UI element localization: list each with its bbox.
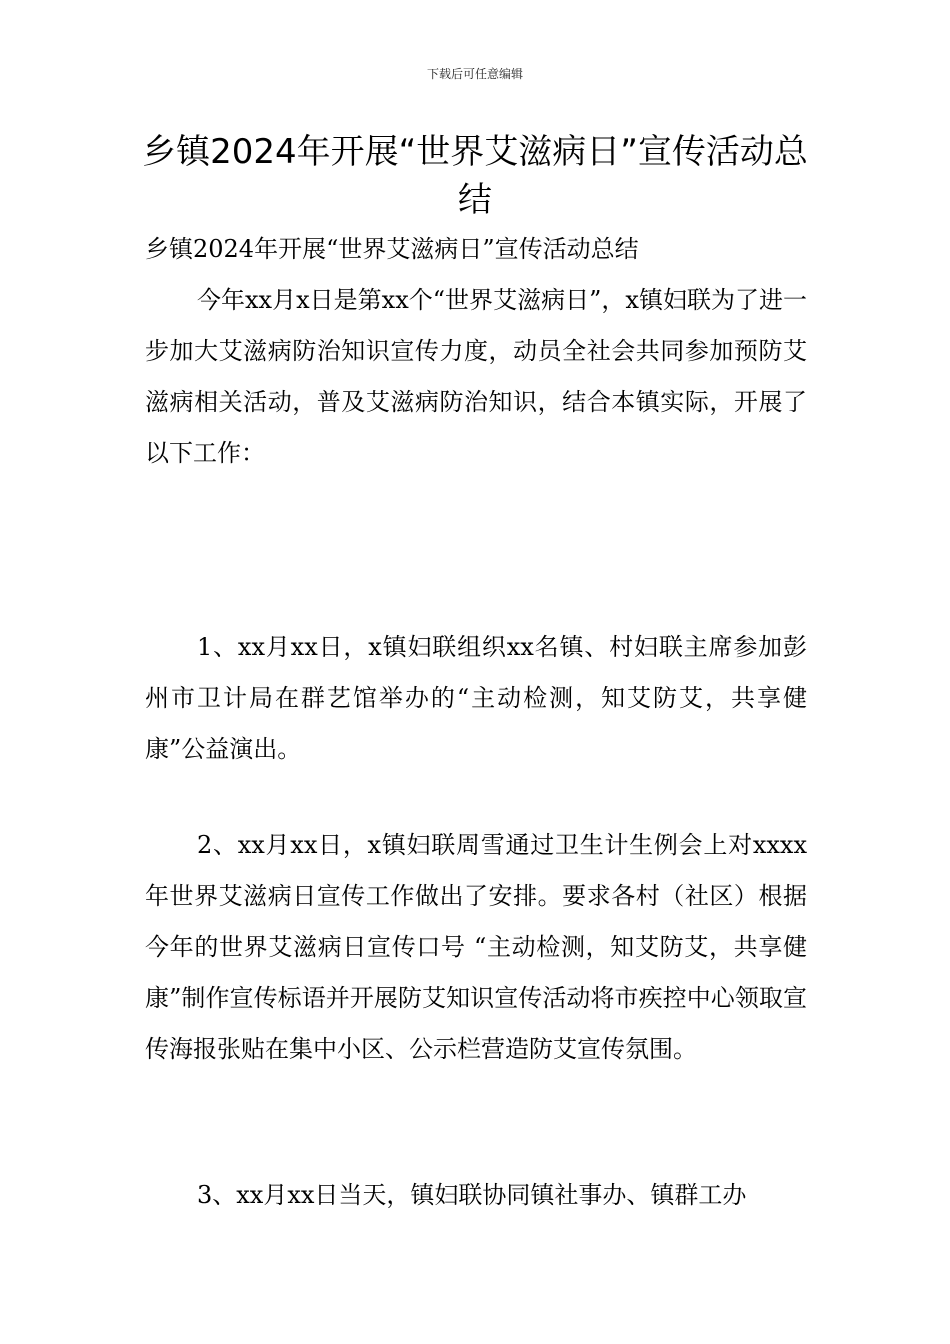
paragraph-item-2: 2、xx月xx日，x镇妇联周雪通过卫生计生例会上对xxxx年世界艾滋病日宣传工作做出了安排。要求各村（社区）根据今年的世界艾滋病日宣传口号 “主动检测，知艾防艾，共享健康”制作宣传标语并开展防艾知识宣传活动将市疾控中心领取宣传海报张贴在集中小区、公示栏营造防艾宣传氛围。 (145, 831, 807, 1063)
paragraph-intro: 今年xx月x日是第xx个“世界艾滋病日”，x镇妇联为了进一步加大艾滋病防治知识宣传力度，动员全社会共同参加预防艾滋病相关活动，普及艾滋病防治知识，结合本镇实际，开展了以下工作： (145, 286, 807, 467)
header-note: 下载后可任意编辑 (426, 67, 523, 81)
paragraph-item-1: 1、xx月xx日，x镇妇联组织xx名镇、村妇联主席参加彭州市卫计局在群艺馆举办的“主动检测，知艾防艾，共享健康”公益演出。 (145, 633, 807, 763)
subtitle-line: 乡镇2024年开展“世界艾滋病日”宣传活动总结 (145, 235, 639, 263)
document-title: 乡镇2024年开展“世界艾滋病日”宣传活动总结 (142, 132, 808, 220)
paragraph-item-3: 3、xx月xx日当天，镇妇联协同镇社事办、镇群工办 (197, 1181, 747, 1209)
